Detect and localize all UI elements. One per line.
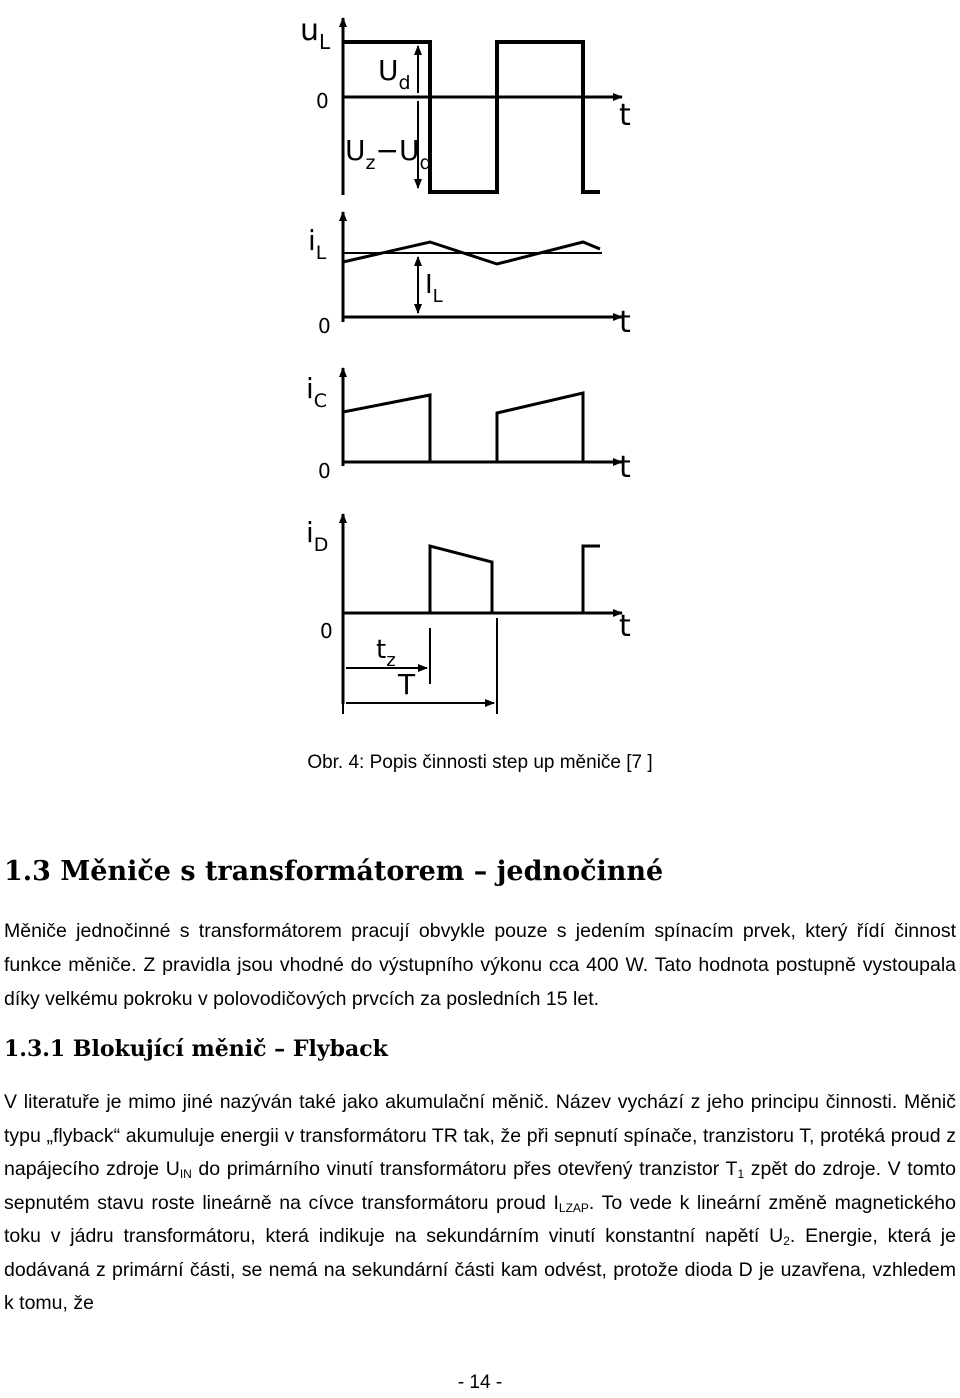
- iL-axis-label: $i_L$: [308, 224, 327, 264]
- iL-t-label: t: [619, 305, 631, 340]
- iD-t-label: t: [619, 609, 631, 644]
- uL-plot: [300, 13, 631, 195]
- tz-label: $t_z$: [376, 635, 396, 671]
- iC-zero-label: 0: [318, 459, 331, 483]
- iC-waveform: [343, 393, 583, 462]
- subsection-paragraph: V literatuře je mimo jiné nazýván také jako akumulační měnič. Název vychází z jeho principu činnosti. Měnič typu „flyback“ akumuluje energii v transformátoru TR tak, že při sepnutí spínače, tranzistoru T, protéká proud z napájecího zdroje $U_{IN}$ do primárního vinutí transformátoru přes otevřený tranzistor $T_1$ zpět do zdroje. V tomto sepnutém stavu roste lineárně na cívce transformátoru proud $I_{LZAP}$. To vede k lineární změně magnetického toku v jádru transformátoru, která indikuje na sekundárním vinutí konstantní napětí $U_2$. Energie, která je dodávaná z primární části, se nemá na sekundární části kam odvést, protože dioda D je uzavřena, vzhledem k tomu, že: [4, 1091, 956, 1314]
- subscript-in: IN: [179, 1167, 192, 1181]
- section-heading: 1.3 Měniče s transformátorem – jednočinné: [4, 856, 664, 887]
- iC-plot: [306, 368, 631, 485]
- iL-plot: [308, 212, 631, 340]
- figure-caption: Obr. 4: Popis činnosti step up měniče [7 ]: [307, 752, 653, 773]
- uz-ud-label: $U_z-U_d$: [345, 134, 432, 174]
- subsection-heading: 1.3.1 Blokující měnič – Flyback: [4, 1036, 388, 1062]
- iC-t-label: t: [619, 450, 631, 485]
- iD-zero-label: 0: [320, 619, 333, 643]
- ud-label: $U_d$: [378, 54, 411, 94]
- subscript-2: 2: [783, 1234, 790, 1248]
- page-number: - 14 -: [457, 1372, 503, 1393]
- uL-zero-label: 0: [316, 89, 329, 113]
- iD-axis-label: $i_D$: [306, 516, 329, 556]
- iC-axis-label: $i_C$: [306, 372, 328, 412]
- iD-plot: [306, 514, 631, 714]
- T-label: T: [398, 668, 416, 701]
- iD-waveform: [343, 546, 600, 613]
- subscript-1: 1: [737, 1167, 745, 1181]
- subscript-lzap: LZAP: [558, 1200, 589, 1215]
- uL-axis-label: $u_L$: [300, 13, 331, 54]
- section-paragraph: Měniče jednočinné s transformátorem pracují obvykle pouze s jedením spínacím prvek, který řídí činnost funkce měniče. Z pravidla jsou vhodné do výstupního výkonu cca 400 W. Tato hodnota postupně vystoupala díky velkému pokroku v polovodičových prvcích za posledních 15 let.: [4, 920, 956, 1010]
- IL-label: $I_L$: [425, 270, 443, 307]
- iL-zero-label: 0: [318, 314, 331, 338]
- uL-t-label: t: [619, 98, 631, 133]
